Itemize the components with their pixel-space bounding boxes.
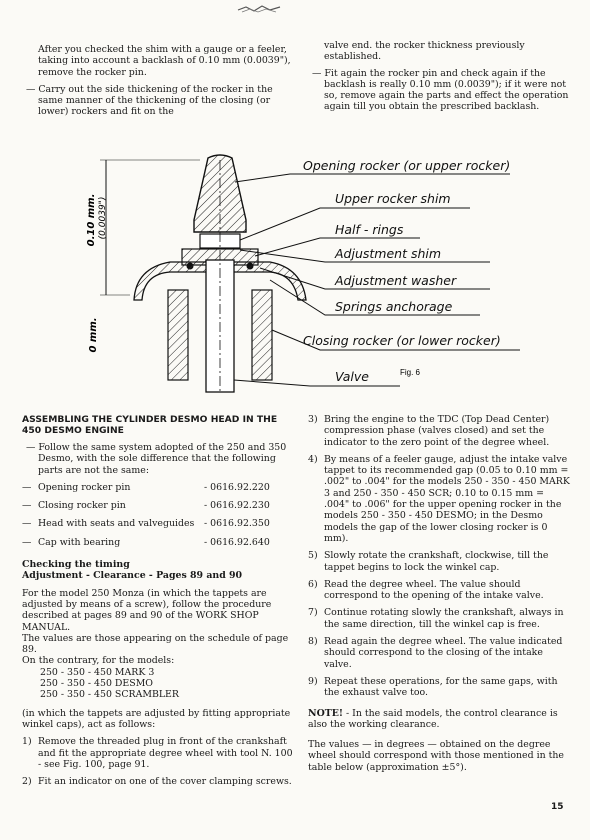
dim-top-in: (0.0039") [98,196,108,240]
section-heading: ASSEMBLING THE CYLINDER DESMO HEAD IN THE 450 DESMO ENGINE [22,414,278,436]
timing-para-3: On the contrary, for the models: [22,655,175,667]
left-top-para-2: — Carry out the side thickening of the rocker in the same manner of the thickening of the closing (or lower) rockers and fit on the [26,83,273,118]
part-row: — Closing rocker pin - 0616.92.230 [22,500,270,512]
model-line: 250 - 350 - 450 DESMO [40,678,153,690]
right-top-para-1: valve end. the rocker thickness previously established. [324,40,525,63]
left-bottom-text [22,414,294,787]
step-item: 2) Fit an indicator on one of the cover clamping screws. [22,776,292,788]
figure-6-diagram [70,150,540,395]
timing-title: Checking the timing [22,559,130,571]
dim-top-mm: 0.10 mm. [86,193,97,247]
right-top-para-2: — Fit again the rocker pin and check again if the backlash is really 0.10 mm (0.0039"); if it were not so, remove again the parts and effect the operation again till you obtain the prescribed backlash. [312,67,569,113]
step-item: 8) Read again the degree wheel. The value indicated should correspond to the closing of the intake valve. [308,636,563,670]
dash: — [26,83,36,95]
step-item: 4) By means of a feeler gauge, adjust the intake valve tappet to its recommended gap (0.05 to 0.10 mm = .002" to .004" for the models 250 - 350 - 450 MARK 3 and 250 - 350 - 450 SCR; 0.10 to 0.15 mm = .004" to .006" for the upper opening rocker in the models 250 - 350 - 450 DESMO; in the Desmo models the gap of the lower closing rocker is 0 mm). [308,453,570,544]
timing-subtitle: Adjustment - Clearance - Pages 89 and 90 [22,570,243,582]
part-row: — Cap with bearing - 0616.92.640 [22,536,270,548]
label-adjustment-shim: Adjustment shim [335,246,442,261]
note-label: NOTE! [308,707,343,719]
step-item: 1) Remove the threaded plug in front of the crankshaft and fit the appropriate degree wheel with tool N. 100 - see Fig. 100, page 91. [22,736,293,770]
step-item: 6) Read the degree wheel. The value should correspond to the opening of the intake valve. [308,578,544,602]
figure-caption: Fig. 6 [400,368,421,377]
step-item: 3) Bring the engine to the TDC (Top Dead Center) compression phase (valves closed) and set the indicator to the zero point of the degree wheel. [308,414,550,448]
step-item: 5) Slowly rotate the crankshaft, clockwise, till the tappet begins to lock the winkel cap. [308,550,549,573]
label-springs-anchorage: Springs anchorage [335,299,453,314]
parts-list [22,482,294,548]
print-smudge [236,4,284,14]
timing-para-1: For the model 250 Monza (in which the tappets are adjusted by means of a screw), follow the procedure described at pages 89 and 90 of the WORK SHOP MANUAL. [22,587,272,633]
part-row: — Head with seats and valveguides - 0616.92.350 [22,518,270,530]
label-half-rings: Half - rings [335,222,404,237]
step-item: 7) Continue rotating slowly the crankshaft, always in the same direction, till the winkel cap is free. [308,607,564,630]
label-adjustment-washer: Adjustment washer [335,273,457,288]
page-number: 15 [551,802,564,812]
label-upper-rocker-shim: Upper rocker shim [335,191,451,206]
note-text: - In the said models, the control clearance is also the working clearance. [308,707,558,730]
part-row: — Opening rocker pin - 0616.92.220 [22,481,270,493]
model-line: 250 - 350 - 450 SCRAMBLER [40,689,179,701]
dash: — [312,67,322,79]
model-line: 250 - 350 - 450 MARK 3 [40,666,155,678]
left-top-para-1: After you checked the shim with a gauge or a feeler, taking into account a backlash of 0.10 mm (0.0039"), remove the rocker pin. [38,44,291,78]
label-opening-rocker: Opening rocker (or upper rocker) [303,158,511,173]
label-valve: Valve [335,369,369,384]
timing-para-4: (in which the tappets are adjusted by fitting appropriate winkel caps), act as follows: [22,707,291,730]
label-closing-rocker: Closing rocker (or lower rocker) [303,333,501,348]
step-item: 9) Repeat these operations, for the same gaps, with the exhaust valve too. [308,675,558,699]
timing-para-2: The values are those appearing on the schedule of page 89. [22,632,289,656]
section-intro: — Follow the same system adopted of the 250 and 350 Desmo, with the sole difference that the following parts are not the same: [26,442,287,476]
dim-bottom: 0 mm. [88,317,99,353]
closing-paragraph: The values — in degrees — obtained on the degree wheel should correspond with those mentioned in the table below (approximation ±5°). [308,739,564,773]
right-bottom-text [308,414,572,773]
left-top-text [22,44,294,118]
right-top-text [308,40,572,113]
note [308,708,572,731]
